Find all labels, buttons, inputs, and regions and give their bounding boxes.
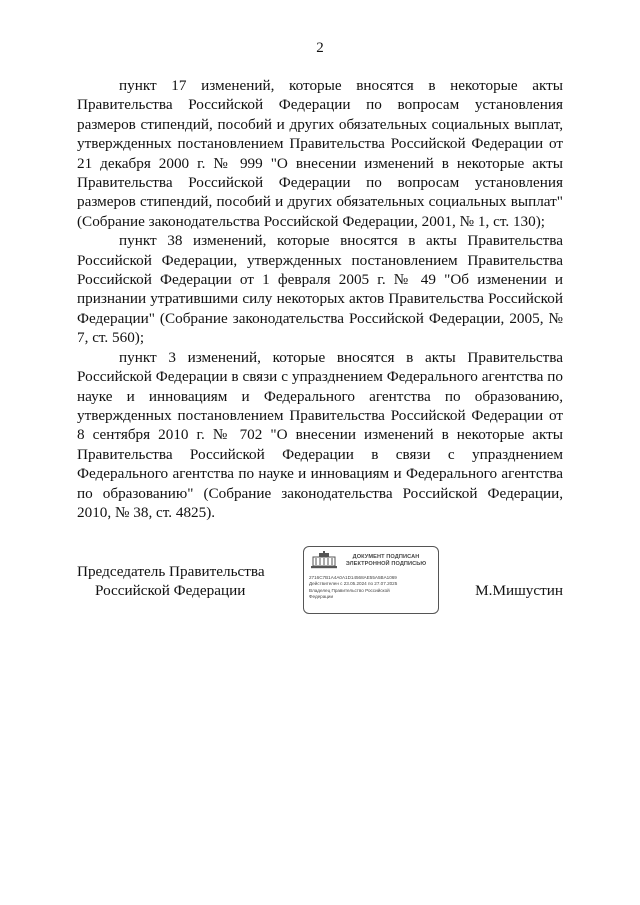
stamp-owner-line1: Владелец Правительство Российской: [309, 587, 390, 593]
stamp-validity: Действителен с 23.05.2024 по 27.07.2025: [309, 581, 398, 587]
stamp-title-line1: ДОКУМЕНТ ПОДПИСАН: [352, 554, 420, 560]
document-body: [77, 76, 563, 522]
signatory-position: [77, 562, 277, 601]
paragraph-item-17: пункт 17 изменений, которые вносятся в некоторые акты Правительства Российской Федерации по вопросам установления размеров стипендий, пособий и других обязательных социальных выплат, утвержденных постановлением Правительства Российской Федерации от 21 декабря 2000 г. № 999 "О внесении изменений в некоторые акты Правительства Российской Федерации по вопросам установления размеров стипендий, пособий и других обязательных социальных выплат" (Собрание законодательства Российской Федерации, 2001, № 1, ст. 130);: [77, 77, 563, 230]
paragraph-item-3: пункт 3 изменений, которые вносятся в акты Правительства Российской Федерации в связи с упразднением Федерального агентства по науке и инновациям и Федерального агентства по образованию, утвержденных постановлением Правительства Российской Федерации от 8 сентября 2010 г. № 702 "О внесении изменений в некоторые акты Правительства Российской Федерации в связи с упразднением Федерального агентства по науке и инновациям и Федерального агентства по образованию" (Собрание законодательства Российской Федерации, 2010, № 38, ст. 4825).: [77, 348, 563, 521]
electronic-signature-stamp: [303, 546, 439, 614]
russian-emblem-icon: [309, 551, 339, 571]
signatory-position-line2: Российской Федерации: [95, 582, 246, 600]
signatory-position-line1: Председатель Правительства: [77, 563, 265, 580]
signatory-name: М.Мишустин: [475, 582, 563, 599]
page-number: 2: [316, 40, 324, 56]
stamp-title-line2: ЭЛЕКТРОННОЙ ПОДПИСЬЮ: [345, 561, 427, 567]
paragraph-item-38: пункт 38 изменений, которые вносятся в акты Правительства Российской Федерации, утвержденных постановлением Правительства Российской Федерации от 1 февраля 2005 г. № 49 "Об изменении и признании утратившими силу некоторых актов Правительства Российской Федерации" (Собрание законодательства Российской Федерации, 2005, № 7, ст. 560);: [77, 232, 563, 347]
stamp-certificate-serial: 2716C7B1A4A0A1D14568AE55A5BA1069: [309, 575, 397, 580]
stamp-title: [339, 551, 433, 568]
stamp-owner-line2: Федерации: [309, 594, 334, 600]
